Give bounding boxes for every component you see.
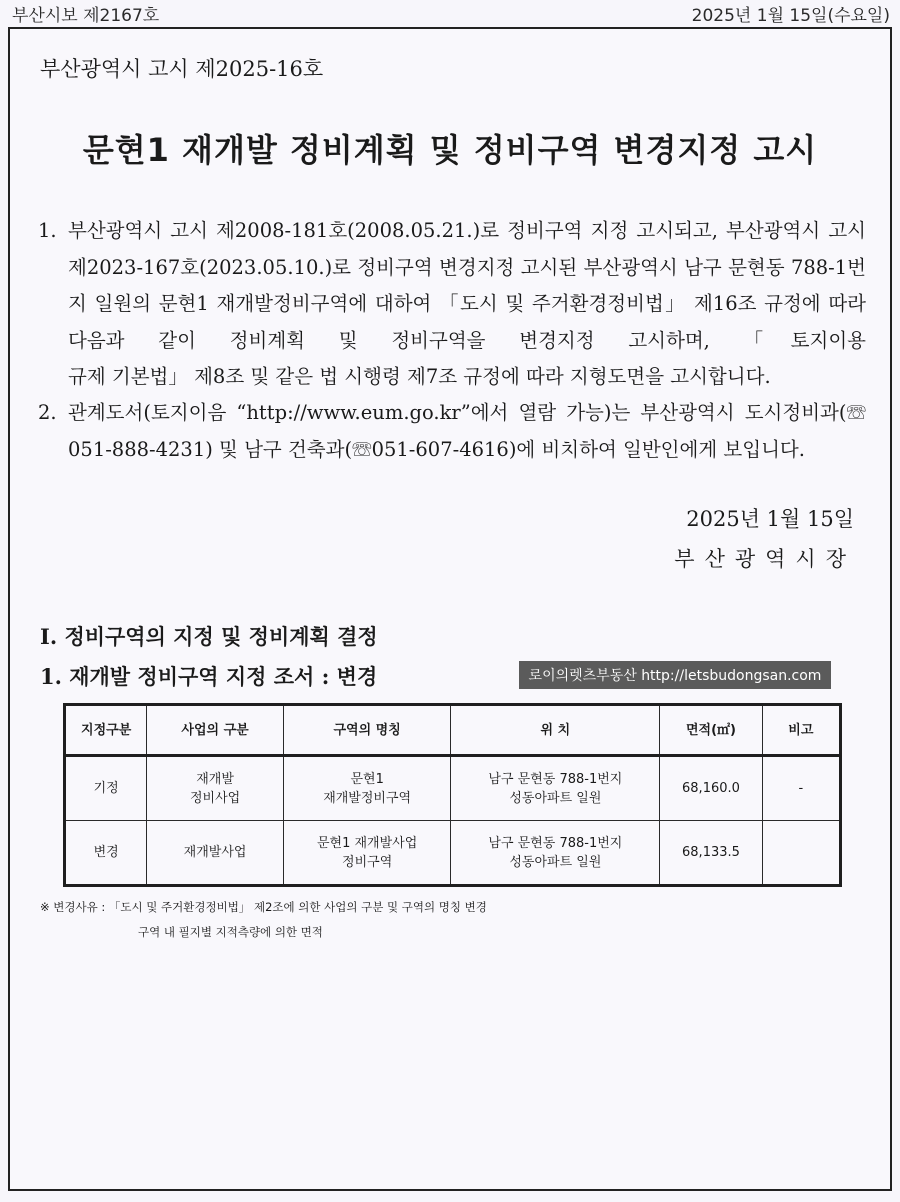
sign-date: 2025년 1월 15일 — [686, 507, 854, 531]
gazette-number: 부산시보 제2167호 — [12, 5, 160, 26]
table-cell: 변경 — [65, 821, 147, 886]
notice-frame — [8, 27, 892, 1191]
table-cell: 재개발사업 — [147, 821, 284, 886]
table-cell: 문현1 재개발사업 정비구역 — [283, 821, 451, 886]
paragraph-number: 1. — [38, 219, 57, 242]
paragraph-body — [68, 213, 866, 396]
paragraph-2 — [38, 395, 866, 468]
table-row — [65, 756, 841, 821]
change-reason-note: ※ 변경사유 : 「도시 및 주거환경정비법」 제2조에 의한 사업의 구분 및 구역의 명칭 변경 — [40, 900, 487, 914]
paragraph-body — [68, 395, 866, 468]
subsection-heading: 1. 재개발 정비구역 지정 조서 : 변경 — [40, 664, 378, 689]
table-cell: 남구 문현동 788-1번지 성동아파트 일원 — [451, 821, 660, 886]
gazette-header — [0, 0, 900, 26]
table-cell: 68,160.0 — [660, 756, 762, 821]
table-header-row — [65, 705, 841, 756]
notice-number: 부산광역시 고시 제2025-16호 — [40, 57, 324, 81]
column-header: 면적(㎡) — [660, 705, 762, 756]
column-header: 위 치 — [451, 705, 660, 756]
table-cell: 남구 문현동 788-1번지 성동아파트 일원 — [451, 756, 660, 821]
paragraph-text: 부산광역시 고시 제2008-181호(2008.05.21.)로 정비구역 지정 고시되고, 부산광역시 고시 제2023-167호(2023.05.10.)로 정비구역 변경지정 고시된 부산광역시 남구 문현동 788-1번지 일원의 문현1 재개발정비구역에 대하여 「도시 및 주거환경정비법」 제16조 규정에 따라 다음과 같이 정비계획 및 정비구역을 변경지정 고시하며, 「토지이용 — [68, 219, 866, 352]
table-cell: 재개발 정비사업 — [147, 756, 284, 821]
table-cell: 68,133.5 — [660, 821, 762, 886]
watermark-banner: 로이의렛츠부동산 http://letsbudongsan.com — [519, 661, 831, 689]
paragraph-text: 관계도서(토지이음 “http://www.eum.go.kr”에서 열람 가능)는 부산광역시 도시정비과(☏ 051-888-4231) 및 남구 건축과(☏051-607-4616)에 비치하여 일반인에게 보입니다. — [68, 401, 866, 461]
signer: 부산광역시장 — [674, 547, 856, 571]
section-heading: Ⅰ. 정비구역의 지정 및 정비계획 결정 — [40, 624, 378, 649]
column-header: 구역의 명칭 — [283, 705, 451, 756]
column-header: 지정구분 — [65, 705, 147, 756]
table-cell: 기정 — [65, 756, 147, 821]
table-cell: 문현1 재개발정비구역 — [283, 756, 451, 821]
designation-table — [63, 703, 842, 887]
gazette-date: 2025년 1월 15일(수요일) — [691, 5, 890, 26]
table-row — [65, 821, 841, 886]
page-title: 문현1 재개발 정비계획 및 정비구역 변경지정 고시 — [82, 131, 818, 169]
change-reason-note-continued: 구역 내 필지별 지적측량에 의한 면적 — [138, 925, 323, 939]
table-cell: - — [762, 756, 840, 821]
column-header: 사업의 구분 — [147, 705, 284, 756]
paragraph-number: 2. — [38, 401, 57, 424]
column-header: 비고 — [762, 705, 840, 756]
paragraph-1 — [38, 213, 866, 396]
paragraph-last-line: 규제 기본법」 제8조 및 같은 법 시행령 제7조 규정에 따라 지형도면을 고시합니다. — [68, 365, 771, 388]
table-cell — [762, 821, 840, 886]
